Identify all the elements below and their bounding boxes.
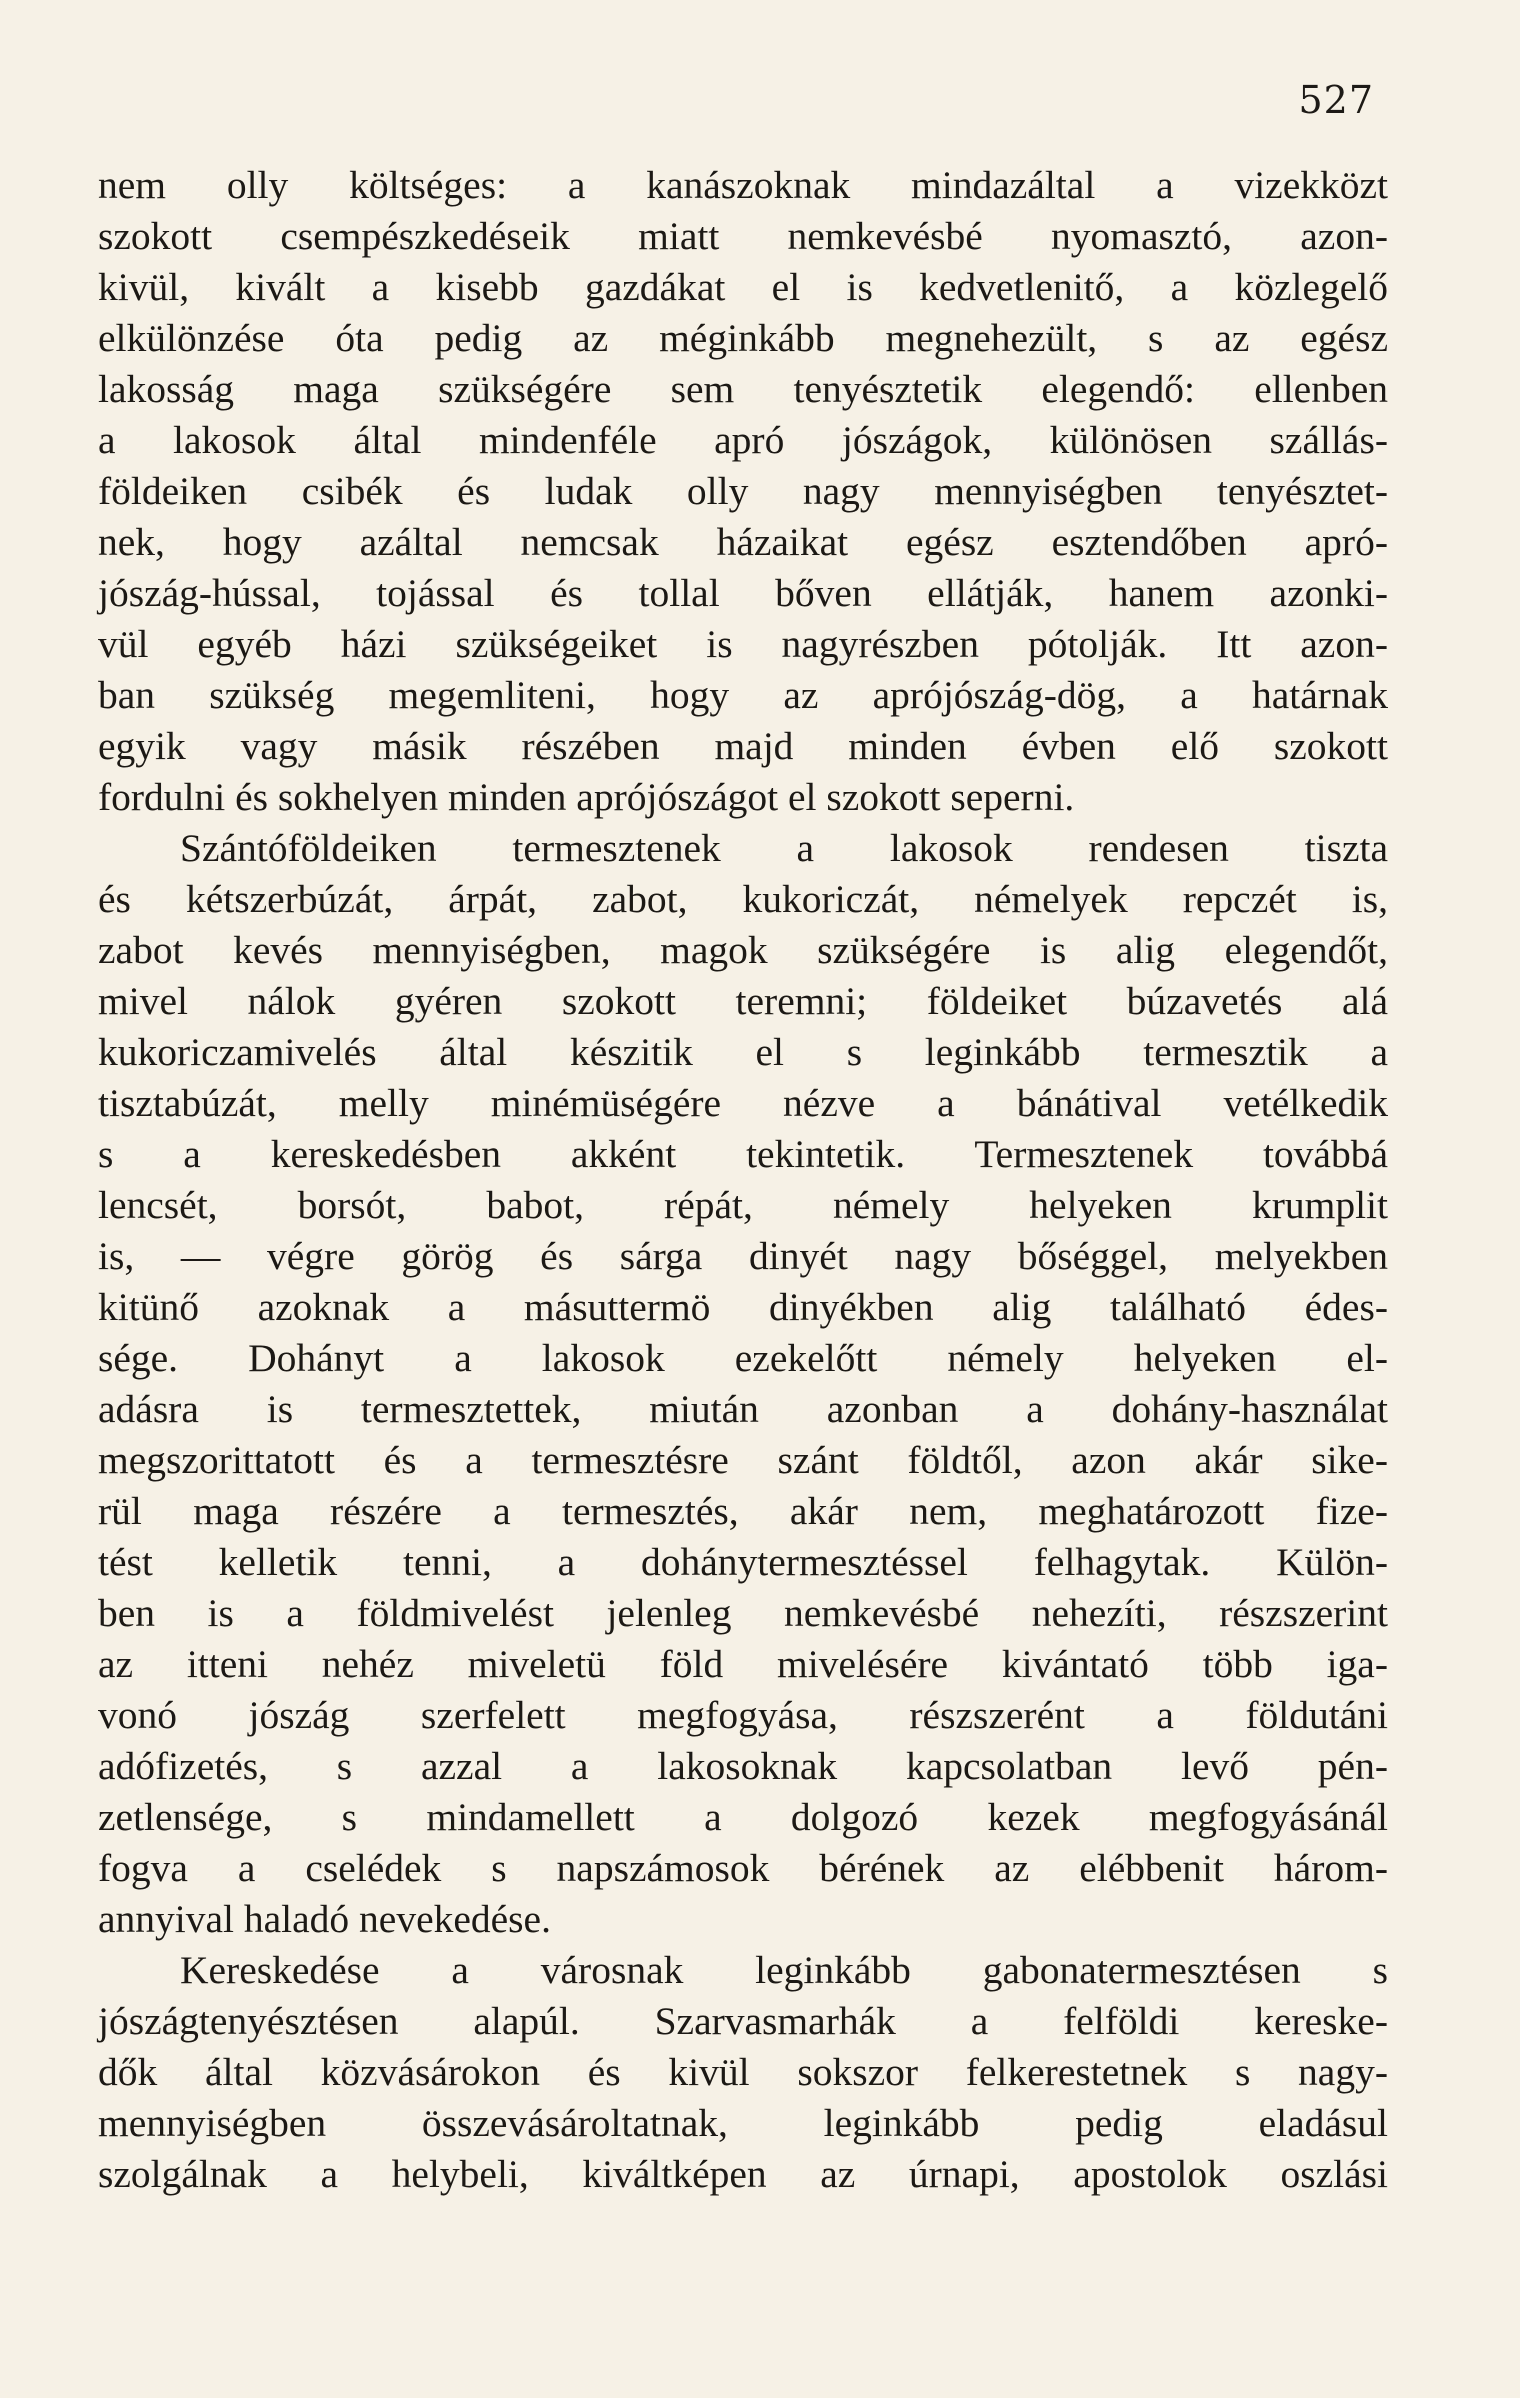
text-line: földeiken csibék és ludak olly nagy mennyiségben tenyésztet- — [98, 469, 1388, 513]
text-line: Szántóföldeiken termesztenek a lakosok rendesen tiszta — [180, 826, 1388, 870]
text-line: adófizetés, s azzal a lakosoknak kapcsolatban levő pén- — [98, 1744, 1388, 1788]
text-line: zabot kevés mennyiségben, magok szükségére is alig elegendőt, — [98, 928, 1388, 972]
text-line: mennyiségben összevásároltatnak, leginkább pedig eladásul — [98, 2101, 1388, 2145]
text-line: nem olly költséges: a kanászoknak mindazáltal a vizekközt — [98, 163, 1388, 207]
text-line: jószágtenyésztésen alapúl. Szarvasmarhák a felföldi kereske- — [98, 1999, 1388, 2043]
text-line: megszorittatott és a termesztésre szánt földtől, azon akár sike- — [98, 1438, 1388, 1482]
text-line: tést kelletik tenni, a dohánytermesztéssel felhagytak. Külön- — [98, 1540, 1388, 1584]
text-line: tisztabúzát, melly minémüségére nézve a bánátival vetélkedik — [98, 1081, 1388, 1125]
text-line: fordulni és sokhelyen minden aprójószágot el szokott seperni. — [98, 775, 1075, 819]
text-line: kivül, kivált a kisebb gazdákat el is kedvetlenitő, a közlegelő — [98, 265, 1388, 309]
body-text — [98, 160, 1388, 2200]
text-line: vül egyéb házi szükségeiket is nagyrészben pótolják. Itt azon- — [98, 622, 1388, 666]
text-line: vonó jószág szerfelett megfogyása, részszerént a földutáni — [98, 1693, 1388, 1737]
text-line: nek, hogy azáltal nemcsak házaikat egész esztendőben apró- — [98, 520, 1388, 564]
page-number: 527 — [1298, 78, 1374, 122]
text-line: lencsét, borsót, babot, répát, némely helyeken krumplit — [98, 1183, 1388, 1227]
text-line: zetlensége, s mindamellett a dolgozó kezek megfogyásánál — [98, 1795, 1388, 1839]
text-line: jószág-hússal, tojással és tollal bőven ellátják, hanem azonki- — [98, 571, 1388, 615]
text-line: a lakosok által mindenféle apró jószágok, különösen szállás- — [98, 418, 1388, 462]
text-line: elkülönzése óta pedig az méginkább megnehezült, s az egész — [98, 316, 1388, 360]
text-line: Kereskedése a városnak leginkább gabonatermesztésen s — [180, 1948, 1388, 1992]
text-line: sége. Dohányt a lakosok ezekelőtt némely helyeken el- — [98, 1336, 1388, 1380]
text-line: szolgálnak a helybeli, kiváltképen az úrnapi, apostolok oszlási — [98, 2152, 1388, 2196]
text-line: ban szükség megemliteni, hogy az aprójószág-dög, a határnak — [98, 673, 1388, 717]
text-line: az itteni nehéz miveletü föld mivelésére kivántató több iga- — [98, 1642, 1388, 1686]
text-line: lakosság maga szükségére sem tenyésztetik elegendő: ellenben — [98, 367, 1388, 411]
text-line: fogva a cselédek s napszámosok bérének az elébbenit három- — [98, 1846, 1388, 1890]
text-line: és kétszerbúzát, árpát, zabot, kukoriczát, némelyek repczét is, — [98, 877, 1388, 921]
text-line: rül maga részére a termesztés, akár nem, meghatározott fize- — [98, 1489, 1388, 1533]
text-line: szokott csempészkedéseik miatt nemkevésbé nyomasztó, azon- — [98, 214, 1388, 258]
text-line: annyival haladó nevekedése. — [98, 1897, 551, 1941]
text-line: kukoriczamivelés által készitik el s leginkább termesztik a — [98, 1030, 1388, 1074]
text-line: mivel nálok gyéren szokott teremni; földeiket búzavetés alá — [98, 979, 1388, 1023]
text-line: is, — végre görög és sárga dinyét nagy bőséggel, melyekben — [98, 1234, 1388, 1278]
text-line: egyik vagy másik részében majd minden évben elő szokott — [98, 724, 1388, 768]
text-line: dők által közvásárokon és kivül sokszor felkerestetnek s nagy- — [98, 2050, 1388, 2094]
text-line: ben is a földmivelést jelenleg nemkevésbé nehezíti, részszerint — [98, 1591, 1388, 1635]
text-line: kitünő azoknak a másuttermö dinyékben alig található édes- — [98, 1285, 1388, 1329]
text-line: s a kereskedésben akként tekintetik. Termesztenek továbbá — [98, 1132, 1388, 1176]
text-line: adásra is termesztettek, miután azonban a dohány-használat — [98, 1387, 1388, 1431]
